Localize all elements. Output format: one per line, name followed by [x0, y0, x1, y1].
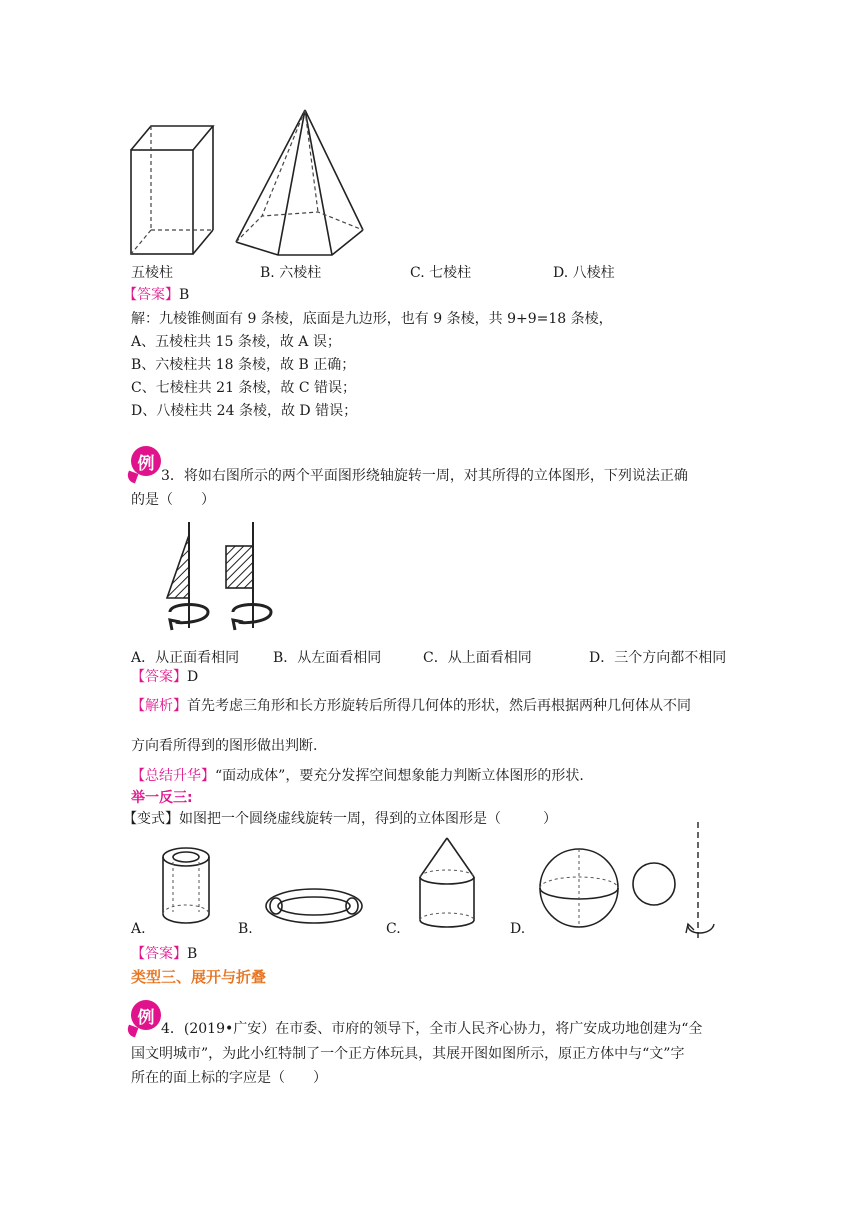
variant-option-d: D.: [510, 921, 526, 937]
answer-line: [131, 944, 197, 964]
example-badge: 例: [131, 446, 161, 476]
answer-value: B: [187, 946, 198, 962]
option-b: B. 六棱柱: [260, 265, 322, 281]
question-text: 4．(2019•广安）在市委、市府的领导下，全市人民齐心协力，将广安成功地创建为“全: [161, 1021, 703, 1037]
variant-option-a: A.: [131, 921, 146, 937]
option-c: C．从上面看相同: [423, 650, 532, 666]
question-text: 3．将如右图所示的两个平面图形绕轴旋转一周，对其所得的立体图形，下列说法正确: [161, 468, 688, 484]
variant-label: 【变式】: [123, 811, 179, 827]
option-b: B．从左面看相同: [273, 650, 382, 666]
variant-option-b: B.: [238, 921, 253, 937]
solution-line: 解：九棱锥侧面有 9 条棱，底面是九边形，也有 9 条棱，共 9+9=18 条棱，: [131, 311, 613, 327]
question-text: 所在的面上标的字应是（ ）: [131, 1070, 327, 1086]
answer-value: B: [179, 287, 190, 303]
solution-line: D、八棱柱共 24 条棱，故 D 错误；: [131, 403, 358, 419]
answer-value: D: [187, 669, 199, 685]
example-badge: 例: [131, 1000, 161, 1030]
answer-label: 【答案】: [123, 287, 179, 303]
solution-line: B、六棱柱共 18 条棱，故 B 正确；: [131, 357, 356, 373]
analysis-label: 【解析】: [131, 698, 187, 714]
option-c: C. 七棱柱: [410, 265, 472, 281]
solution-line: C、七棱柱共 21 条棱，故 C 错误；: [131, 380, 357, 396]
summary-text: “面动成体”，要充分发挥空间想象能力判断立体图形的形状.: [215, 768, 584, 784]
summary-label: 【总结升华】: [131, 768, 215, 784]
answer-label: 【答案】: [131, 946, 187, 962]
question-text: 国文明城市”，为此小红特制了一个正方体玩具，其展开图如图所示，原正方体中与“文”字: [131, 1046, 685, 1062]
variant-heading: 举一反三:: [131, 790, 193, 806]
option-a: 五棱柱: [131, 265, 173, 281]
variant-text: 如图把一个圆绕虚线旋转一周，得到的立体图形是（ ）: [179, 811, 557, 827]
analysis-text: 首先考虑三角形和长方形旋转后所得几何体的形状，然后再根据两种几何体从不同: [187, 698, 691, 714]
question-text: 的是（ ）: [131, 492, 215, 508]
answer-label: 【答案】: [131, 669, 187, 685]
solution-line: A、五棱柱共 15 条棱，故 A 误；: [131, 334, 341, 350]
section-heading: 类型三、展开与折叠: [131, 968, 267, 986]
option-d: D. 八棱柱: [553, 265, 615, 281]
option-a: A．从正面看相同: [131, 650, 240, 666]
option-d: D．三个方向都不相同: [589, 650, 727, 666]
variant-option-c: C.: [386, 921, 401, 937]
analysis-line: 方向看所得到的图形做出判断.: [131, 738, 318, 754]
